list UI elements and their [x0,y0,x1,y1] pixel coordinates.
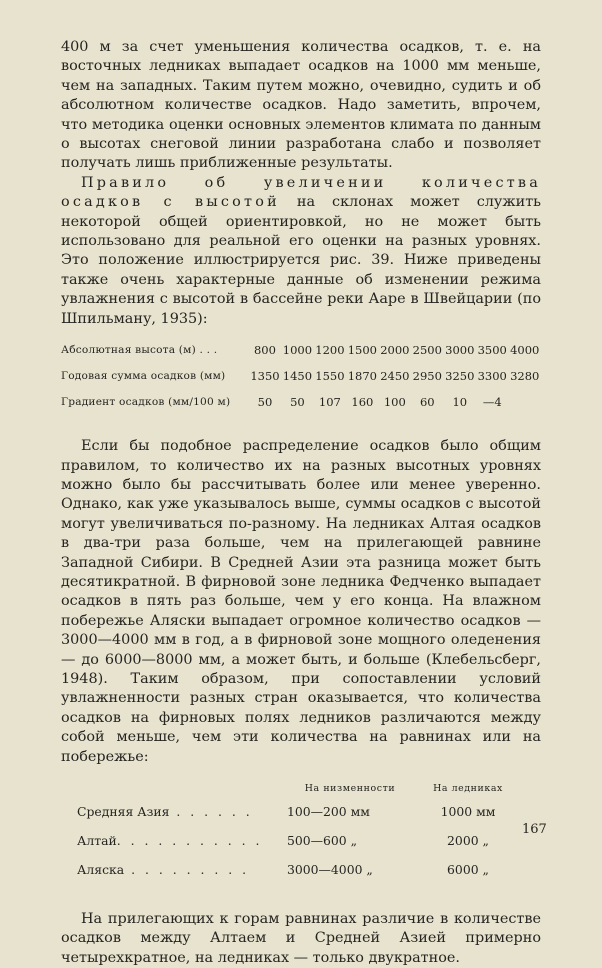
paragraph-2-emphasis: Правило об увеличении количества осадков с высотой [61,174,541,211]
table-cell: 1500 [347,343,378,358]
table-row [77,797,523,826]
lowland-value: 500—600 „ [287,833,358,848]
glacier-value: 1000 мм [440,804,496,819]
region-name: Алтай. . . . . . . . . . . [77,833,263,848]
table-cell: 2950 [412,369,442,384]
table-cell: —4 [482,395,502,410]
table-cell: 1350 [250,369,280,384]
table-cell: 4000 [510,343,540,358]
table-row [61,363,541,389]
column-header: На ледниках [433,782,503,794]
page-content [61,38,541,968]
precipitation-altitude-table [61,337,541,415]
glacier-value: 2000 „ [447,833,489,848]
region-name: Средняя Азия . . . . . . [77,804,253,819]
table-cell: 1550 [315,369,345,384]
paragraph-4: На прилегающих к горам равнинах различие в количестве осадков между Алтаем и Средней Азией примерно четырехкратное, на ледниках — только двукратное. [61,911,541,966]
page-number: 167 [522,822,547,837]
table-cell [508,389,541,415]
paragraph-2-text: на склонах может служить некоторой общей ориентировкой, но не может быть использовано для реальной его оценки на разных уровнях. Это положение иллюстрируется рис. 39. Ниже приведены также очень характерные данные об изменении режима увлажнения с высотой в бассейне реки Ааре в Швейцарии (по Шпильману, 1935): [61,194,541,327]
table-row [61,337,541,363]
row-label: Градиент осадков (мм/100 м) [61,396,231,409]
paragraph-1: 400 м за счет уменьшения количества осадков, т. е. на восточных ледниках выпадает осадков на 1000 мм меньше, чем на западных. Таким путем можно, очевидно, судить и об абсолютном количестве осадков. Надо заметить, впрочем, что методика оценки основных элементов климата по данным о высотах снеговой линии разработана слабо и позволяет получать лишь приближенные результаты. [61,39,541,172]
column-header: На низменности [304,782,396,794]
paragraph-3: Если бы подобное распределение осадков было общим правилом, то количество их на разных высотных уровнях можно было бы рассчитывать более или менее уверенно. Однако, как уже указывалось выше, суммы осадков с высотой могут увеличиваться по-разному. На ледниках Алтая осадков в два-три раза больше, чем на прилегающей равнине Западной Сибири. В Средней Азии эта разница может быть десятикратной. В фирновой зоне ледника Федченко выпадает осадков в пять раз больше, чем у его конца. На влажном побережье Аляски выпадает огромное количество осадков — 3000—4000 мм в год, а в фирновой зоне мощного оледенения — до 6000—8000 мм, а может быть, и больше (Клебельсберг, 1948). Таким образом, при сопоставлении условий увлажненности разных стран оказывается, что количества осадков на фирновых полях ледников различаются между собой меньше, чем эти количества на равнинах или на побережье: [61,438,541,765]
table-cell: 3250 [445,369,475,384]
table-cell: 1000 [282,343,313,358]
table-row [77,826,523,855]
table-cell: 60 [419,395,435,410]
lowland-glacier-table [77,779,523,884]
table-row [61,389,541,415]
table-cell: 50 [257,395,273,410]
column-header [77,779,287,797]
region-name: Аляска . . . . . . . . . [77,862,250,877]
table-cell: 3000 [445,343,475,358]
table-header-row [77,779,523,797]
table-cell: 2450 [380,369,410,384]
table-cell: 800 [253,343,276,358]
paragraph-2 [61,174,541,329]
table-cell: 3300 [477,369,507,384]
table-cell: 3280 [510,369,540,384]
glacier-value: 6000 „ [447,862,489,877]
table-cell: 1200 [315,343,345,358]
table-cell: 50 [290,395,305,410]
row-label: Абсолютная высота (м) . . . [61,344,218,357]
table-cell: 10 [452,395,468,410]
table-row [77,855,523,884]
table-cell: 1450 [282,369,313,384]
table-cell: 160 [351,395,374,410]
table-cell: 2000 [380,343,410,358]
lowland-value: 3000—4000 „ [287,862,373,877]
table-cell: 107 [318,395,341,410]
row-label: Годовая сумма осадков (мм) [61,370,226,383]
lowland-value: 100—200 мм [287,804,370,819]
table-cell: 3500 [477,343,507,358]
table-cell: 2500 [412,343,442,358]
table-cell: 100 [383,395,406,410]
table-cell: 1870 [347,369,378,384]
